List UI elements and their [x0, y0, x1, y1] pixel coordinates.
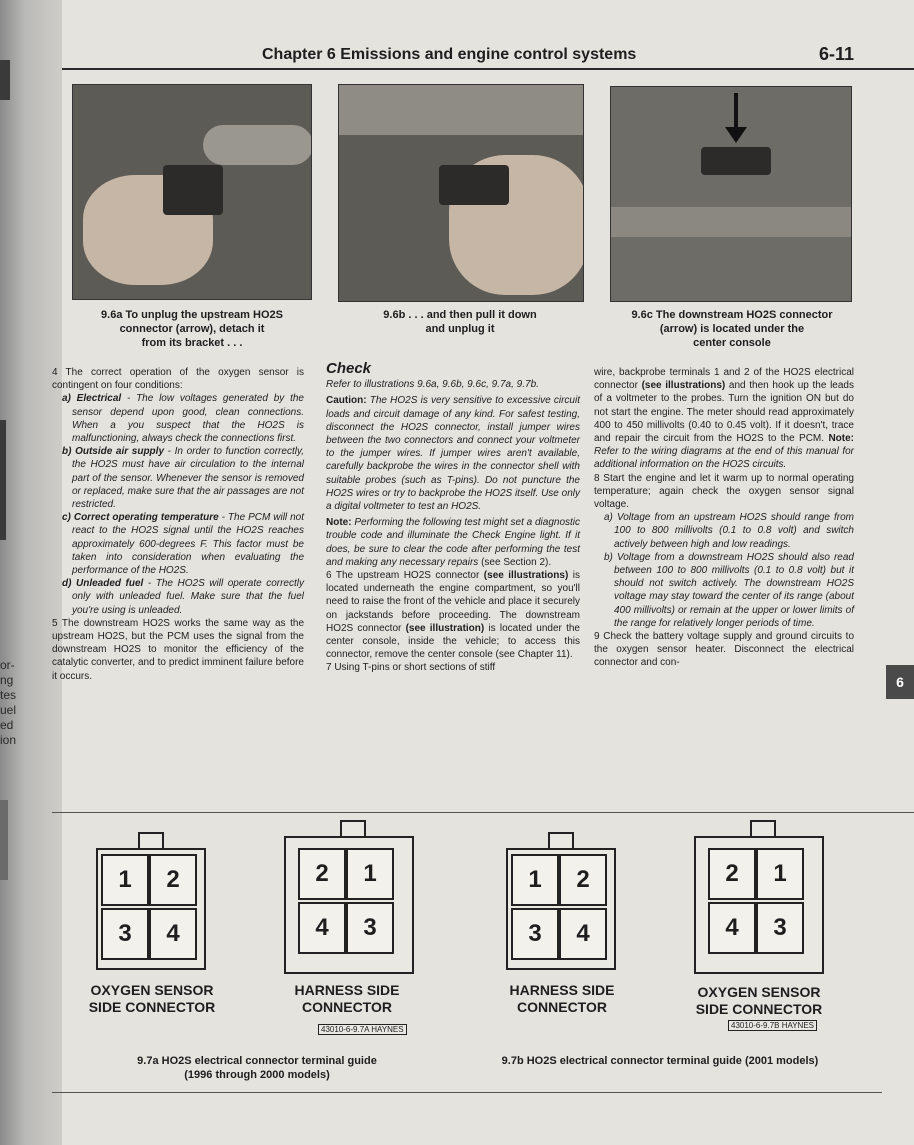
caption-9-7b: 9.7b HO2S electrical connector terminal guide (2001 models) — [501, 1055, 819, 1067]
text-column-1 — [52, 366, 304, 683]
edge-word: ion — [0, 733, 17, 747]
caution-note: Caution: The HO2S is very sensitive to excessive circuit loads and circuit damage of any kind. For safest testing, disconnect the HO2S connector, install jumper wires between the two connectors and connect your voltmeter to the jumper wires. If jumper wires aren't available, carefully backprobe the wires in the connector shell with suitable probes (such as T-pins). Do not puncture the HO2S wires or try to backprobe the HO2S itself. Use only a digital voltmeter to test an HO2S. — [326, 395, 580, 513]
terminal: 1 — [511, 854, 559, 906]
arrow-icon — [721, 93, 751, 145]
terminal: 3 — [101, 908, 149, 960]
list-item: a) Voltage from an upstream HO2S should range from 100 to 800 millivolts (0.1 to 0.8 volt) and switch actively between high and low readings. — [604, 512, 854, 550]
terminal: 1 — [756, 848, 804, 900]
page-header — [62, 30, 914, 90]
header-rule — [62, 68, 914, 70]
terminal: 2 — [559, 854, 607, 906]
terminal: 4 — [708, 902, 756, 954]
connector-diagram-3 — [506, 832, 616, 972]
paragraph-7: 7 Using T-pins or short sections of stiff — [326, 662, 496, 674]
list-item: d) Unleaded fuel - The HO2S will operate correctly only with unleaded fuel. Make sure that the fuel you're using is unleaded. — [62, 578, 304, 616]
list-item: b) Outside air supply - In order to function correctly, the HO2S must have air circulation to the internal part of the sensor. Whenever the sensor is removed or replaced, make sure that the air passages are not restricted. — [62, 446, 304, 511]
list-item: c) Correct operating temperature - The PCM will not react to the HO2S signal until the HO2S reaches approximately 600-degrees F. This factor must be taken into consideration when evaluating the performance of the HO2S. — [62, 512, 304, 577]
paragraph-9: 9 Check the battery voltage supply and ground circuits to the oxygen sensor heater. Disconnect the electrical connector and con- — [594, 631, 854, 669]
footer-rule — [52, 1092, 882, 1093]
connector-diagram-4 — [694, 820, 824, 980]
terminal: 3 — [346, 902, 394, 954]
chapter-title: Chapter 6 Emissions and engine control systems — [262, 46, 637, 63]
diagram-label-3: HARNESS SIDE CONNECTOR — [509, 982, 615, 1015]
edge-word: tes — [0, 688, 17, 702]
terminal: 1 — [101, 854, 149, 906]
terminal: 2 — [149, 854, 197, 906]
section-heading: Check — [326, 360, 372, 377]
terminal: 1 — [346, 848, 394, 900]
paragraph-5: 5 The downstream HO2S works the same way as the upstream HO2S, but the PCM uses the signal from the downstream HO2S to monitor the efficiency of the catalytic converter, and to predict imminent failure before it occurs. — [52, 617, 304, 682]
list-item: a) Electrical - The low voltages generated by the sensor depend upon good, clean connections. When a you suspect that the HO2S is malfunctioning, always check the connections first. — [62, 393, 304, 445]
paragraph-8: 8 Start the engine and let it warm up to normal operating temperature; again check the oxygen sensor signal voltage. — [594, 472, 854, 511]
terminal: 4 — [298, 902, 346, 954]
terminal: 3 — [756, 902, 804, 954]
terminal: 2 — [708, 848, 756, 900]
photo-9-6b — [338, 84, 584, 302]
caption-9-6b: 9.6b . . . and then pull it down and unplug it — [383, 309, 537, 335]
diagram-label-2: HARNESS SIDE CONNECTOR — [294, 982, 400, 1015]
binding-shadow — [0, 60, 10, 100]
edge-word: uel — [0, 703, 17, 717]
section-rule — [52, 812, 914, 813]
connector-diagram-2 — [284, 820, 414, 980]
caption-9-6c: 9.6c The downstream HO2S connector (arrow) is located under the center console — [631, 309, 833, 349]
caption-9-7a: 9.7a HO2S electrical connector terminal guide (1996 through 2000 models) — [137, 1055, 377, 1081]
edge-word: or- — [0, 658, 15, 672]
paragraph-6: 6 The upstream HO2S connector (see illustrations) is located underneath the engine compartment, so you'll need to raise the front of the vehicle and place it securely on jackstands before proceeding. The downstream HO2S connector (see illustration) is located under the center console, inside the vehicle; to access this connector, remove the center console (see Chapter 11). — [326, 570, 580, 661]
text-column-3 — [594, 366, 854, 670]
figure-code: 43010-6-9.7A HAYNES — [318, 1024, 407, 1035]
caption-9-6a: 9.6a To unplug the upstream HO2S connector (arrow), detach it from its bracket . . . — [101, 309, 283, 349]
text-column-2 — [326, 362, 580, 675]
connector-diagram-1 — [96, 832, 206, 972]
paragraph-4: 4 The correct operation of the oxygen sensor is contingent on four conditions: — [52, 367, 304, 392]
chapter-tab: 6 — [886, 665, 914, 699]
diagram-label-4: OXYGEN SENSOR SIDE CONNECTOR — [695, 984, 823, 1017]
diagram-label-1: OXYGEN SENSOR SIDE CONNECTOR — [88, 982, 216, 1015]
illustration-reference: Refer to illustrations 9.6a, 9.6b, 9.6c, 9.7a, 9.7b. — [326, 379, 539, 391]
page-number: 6-11 — [818, 44, 854, 64]
binding-shadow — [0, 800, 8, 880]
note: Note: Performing the following test might set a diagnostic trouble code and illuminate the Check Engine light. If it does, be sure to clear the code after performing the test and making any necessary repairs (see Section 2). — [326, 517, 581, 568]
manual-page — [52, 0, 914, 1145]
terminal: 2 — [298, 848, 346, 900]
figure-code: 43010-6-9.7B HAYNES — [728, 1020, 817, 1031]
photo-9-6c — [610, 86, 852, 302]
paragraph-7-continued: wire, backprobe terminals 1 and 2 of the HO2S electrical connector (see illustrations) and then hook up the leads of a voltmeter to the probes. Turn the ignition ON but do not start the engine. The meter should read approximately 400 to 450 millivolts (0.40 to 0.45 volt). If it doesn't, trace and repair the circuit from the HO2S to the PCM. Note: Refer to the wiring diagrams at the end of this manual for additional information on the HO2S circuits. — [594, 367, 854, 471]
binding-shadow — [0, 420, 6, 540]
edge-word: ed — [0, 718, 14, 732]
photo-9-6a — [72, 84, 312, 300]
list-item: b) Voltage from a downstream HO2S should also read between 100 to 800 millivolts (0.1 to 0.8 volt) but it should not switch actively. The downstream HO2S voltage may stay toward the center of its range (about 400 millivolts) or remain at the upper or lower limits of the range for relatively longer periods of time. — [604, 551, 854, 629]
edge-word: ng — [0, 673, 14, 687]
terminal: 4 — [149, 908, 197, 960]
terminal: 3 — [511, 908, 559, 960]
terminal: 4 — [559, 908, 607, 960]
